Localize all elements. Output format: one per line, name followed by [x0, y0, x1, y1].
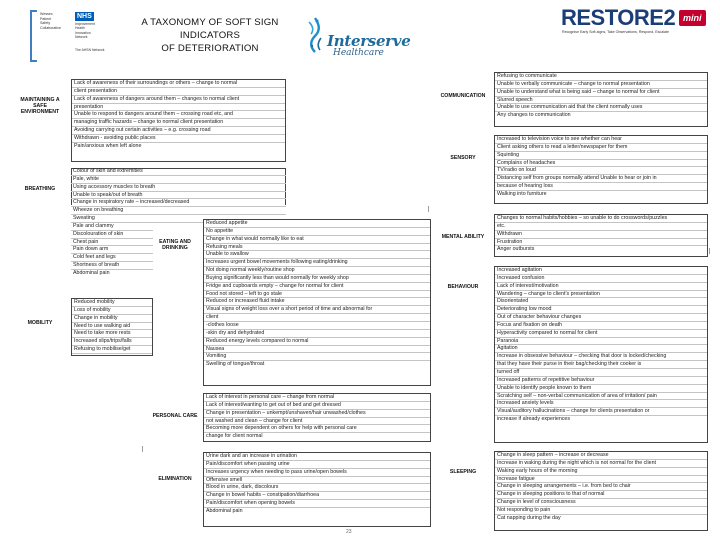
nhs-left-text: Wessex Patient Safety Collaborative	[40, 12, 61, 30]
indicator-box	[203, 219, 431, 386]
indicator-line: Change in bowel habits – constipation/diarrhoea	[204, 491, 430, 499]
fold-mark	[709, 248, 713, 254]
indicator-line: Unable to understand what is being said – change to normal for client	[495, 88, 707, 96]
indicator-box	[71, 79, 286, 162]
indicator-line: Reduced energy levels compared to normal	[204, 337, 430, 345]
indicator-line: Waking early hours of the morning	[495, 467, 707, 475]
indicator-line: Colour of skin and extremities	[73, 168, 143, 174]
indicator-line: Increased confusion	[495, 274, 707, 282]
indicator-line: Withdrawn	[495, 230, 707, 238]
indicator-line: increase if already experiences	[495, 415, 707, 423]
indicator-line: Reduced or increased fluid intake	[204, 297, 430, 305]
indicator-line: Scratching self – non-verbal communication of area of irritation/ pain	[495, 392, 707, 400]
indicator-line: Increased anxiety levels	[495, 399, 707, 407]
category-label: SLEEPING	[449, 469, 477, 475]
indicator-line: Fridge and cupboards empty – change for normal for client	[204, 282, 430, 290]
indicator-line: Wandering – change to client’s presentation	[495, 290, 707, 298]
indicator-line: Pale and clammy	[71, 222, 286, 230]
indicator-line: Nausea	[204, 345, 430, 353]
nhs-lower-text: The AHSN Network	[75, 48, 105, 52]
indicator-line: -clothes loose	[204, 321, 430, 329]
indicator-line: Pain/anxious when left alone	[72, 142, 285, 150]
indicator-line: Change in sleeping positions to that of normal	[495, 490, 707, 498]
indicator-line: that they have their purse in their bag/checking their cooker is	[495, 360, 707, 368]
indicator-line: Using accessory muscles to breath	[71, 183, 286, 191]
indicator-line: Offensive smell	[204, 476, 430, 484]
indicator-line: Unable to speak/out of breath	[71, 191, 286, 199]
indicator-line: Abdominal pain	[71, 269, 153, 277]
indicator-line: Cat napping during the day	[495, 514, 707, 522]
indicator-line: Not responding to pain	[495, 506, 707, 514]
restore2-tagline: Recognise Early Soft-signs, Take Observations, Respond, Escalate	[562, 30, 670, 34]
indicator-line: Squinting	[495, 151, 707, 159]
indicator-line: client	[204, 313, 430, 321]
indicator-line: Refusing meals	[204, 243, 430, 251]
indicator-line: Pale, white	[71, 175, 286, 183]
interserve-name: Interserve	[327, 32, 411, 50]
section-maintaining-safe-environment	[10, 79, 286, 163]
indicator-line: Agitation	[495, 344, 707, 352]
indicator-line: Urine dark and an increase in urination	[206, 453, 297, 459]
indicator-box	[494, 451, 708, 531]
indicator-line: Increases urgency when needing to pass urine/open bowels	[204, 468, 430, 476]
section-mental-ability	[432, 214, 708, 258]
section-sleeping	[432, 451, 708, 532]
indicator-line: -skin dry and dehydrated	[204, 329, 430, 337]
interserve-swirl-icon	[305, 16, 325, 54]
indicator-line: Lack of awareness of dangers around them – changes to normal client	[72, 95, 285, 103]
indicator-line: Change in sleep pattern – increase or decrease	[497, 452, 609, 458]
indicator-line: Change in presentation – unkempt/unshaven/hair unwashed/clothes	[204, 409, 430, 417]
section-communication	[432, 72, 708, 128]
category-label: BEHAVIOUR	[447, 284, 479, 290]
category-label: EATING AND DRINKING	[159, 239, 191, 252]
category-label: MAINTAINING A SAFE ENVIRONMENT	[20, 97, 60, 116]
indicator-line: presentation	[72, 103, 285, 111]
nhs-sub-text: Improvement Health Innovation Network	[75, 22, 95, 40]
indicator-line: because of hearing loss	[495, 182, 707, 190]
indicator-line: Change in what would normally like to eat	[204, 235, 430, 243]
indicator-box	[494, 135, 708, 204]
indicator-line: Wheeze on breathing	[71, 206, 286, 214]
indicator-line: Increases urgent bowel movements following eating/drinking	[204, 258, 430, 266]
indicator-line: Need to use walking aid	[72, 322, 152, 330]
indicator-line: Increased slips/trips/falls	[72, 337, 152, 345]
indicator-line: Sweating	[71, 214, 286, 222]
indicator-line: Refusing to communicate	[497, 73, 557, 79]
indicator-line: Withdrawn - avoiding public places	[72, 134, 285, 142]
fold-mark	[142, 446, 146, 452]
indicator-line: Lack of interest/motivation	[495, 282, 707, 290]
indicator-box	[494, 72, 708, 127]
indicator-line: Swelling of tongue/throat	[204, 360, 430, 368]
page-number: 23	[346, 529, 352, 535]
indicator-line: Change in respiratory rate – increased/decreased	[71, 198, 286, 206]
indicator-line: Lack of interest in personal care – change from normal	[206, 394, 335, 400]
indicator-line: managing traffic hazards – change to normal client presentation	[72, 118, 285, 126]
indicator-line: Unable to use communication aid that the client normally uses	[495, 103, 707, 111]
indicator-box	[203, 393, 431, 442]
indicator-line: Food not stored – left to go stale	[204, 290, 430, 298]
indicator-line: Lack of interest/wanting to get out of bed and get dressed	[204, 401, 430, 409]
indicator-line: Pain/discomfort when passing urine	[204, 460, 430, 468]
indicator-line: Reduced appetite	[206, 220, 248, 226]
indicator-line: Any changes to communication	[495, 111, 707, 119]
page-header	[0, 0, 720, 68]
indicator-line: Abdominal pain	[204, 507, 430, 515]
indicator-line: Pain down arm	[71, 245, 153, 253]
indicator-line: Lack of awareness of their surroundings or others – change to normal	[74, 80, 238, 86]
indicator-line: Slurred speech	[495, 96, 707, 104]
category-label: BREATHING	[24, 186, 56, 192]
indicator-line: Shortness of breath	[71, 261, 153, 269]
indicator-box	[71, 298, 153, 356]
category-label: MOBILITY	[27, 320, 53, 326]
section-sensory	[432, 135, 708, 205]
indicator-line: Distancing self from groups normally attend Unable to hear or join in	[495, 174, 707, 182]
indicator-line: Increased patterns of repetitive behaviour	[495, 376, 707, 384]
indicator-line: Unable to identify people known to them	[495, 384, 707, 392]
indicator-line: Client asking others to read a letter/newspaper for them	[495, 143, 707, 151]
indicator-line: Pain/discomfort when opening bowels	[204, 499, 430, 507]
indicator-line: Hyperactivity compared to normal for client	[495, 329, 707, 337]
indicator-line: Deteriorating low mood	[495, 305, 707, 313]
indicator-line: Visual signs of weight loss over a short period of time and abnormal for	[204, 305, 430, 313]
indicator-line: Discolouration of skin	[71, 230, 153, 238]
restore2-name: RESTORE2	[561, 5, 676, 30]
indicator-line: not washed and clean – change for client	[204, 417, 430, 425]
indicator-line: Vomiting	[204, 352, 430, 360]
indicator-line: etc.	[495, 222, 707, 230]
indicator-box	[494, 266, 708, 443]
indicator-line: Changes to normal habits/hobbies – so unable to do crosswords/puzzles	[497, 215, 668, 221]
indicator-line: Visual/auditory hallucinations – change for clients presentation or	[495, 407, 707, 415]
indicator-line: Out of character behaviour changes	[495, 313, 707, 321]
indicator-line	[72, 353, 152, 354]
indicator-line: Buying significantly less than would normally for weekly shop	[204, 274, 430, 282]
indicator-line: Anger outbursts	[495, 245, 707, 253]
indicator-line: Unable to swallow	[204, 250, 430, 258]
indicator-line: Need to take more rests	[72, 329, 152, 337]
category-label: PERSONAL CARE	[152, 413, 198, 419]
indicator-line: client presentation	[72, 87, 285, 95]
indicator-line: Focus and fixation on death	[495, 321, 707, 329]
bracket-mark	[30, 10, 37, 62]
indicator-box	[494, 214, 708, 257]
indicator-line: Reduced mobility	[74, 299, 115, 305]
indicator-line: Disorientated	[495, 297, 707, 305]
indicator-line: No appetite	[204, 227, 430, 235]
indicator-line: Unable to verbally communicate – change to normal presentation	[495, 80, 707, 88]
indicator-line: Not doing normal weekly/routine shop	[204, 266, 430, 274]
indicator-line: TV/radio on loud	[495, 166, 707, 174]
restore2-mini-badge: mini	[679, 10, 706, 26]
indicator-line: change for client normal	[204, 432, 430, 440]
indicator-line: Complains of headaches	[495, 159, 707, 167]
indicator-box	[203, 452, 431, 527]
section-mobility	[10, 298, 150, 358]
indicator-line: Walking into furniture	[495, 190, 707, 198]
indicator-line: Increase in waking during the night which is not normal for the client	[495, 459, 707, 467]
category-label: SENSORY	[450, 155, 476, 161]
indicator-line: Blood in urine, dark, discolours	[204, 483, 430, 491]
section-behaviour	[432, 266, 708, 444]
indicator-line: Increased agitation	[497, 267, 542, 273]
indicator-line: Increased to television voice to see whether can hear	[497, 136, 622, 142]
category-label: ELIMINATION	[158, 476, 192, 482]
category-label: MENTAL ABILITY	[441, 234, 485, 240]
section-eating-and-drinking	[146, 219, 431, 387]
section-personal-care	[146, 393, 431, 443]
indicator-line: Change in level of consciousness	[495, 498, 707, 506]
indicator-line: Avoiding carrying out certain activities – e.g. crossing road	[72, 126, 285, 134]
indicator-line: Increase in obsessive behaviour – checking that door is locked/checking	[495, 352, 707, 360]
nhs-badge: NHS	[77, 13, 92, 20]
section-elimination	[146, 452, 431, 528]
indicator-line: Unable to respond to dangers around them – crossing road etc, and	[72, 110, 285, 118]
page-title: A TAXONOMY OF SOFT SIGN INDICATORS OF DETERIORATION	[141, 17, 279, 54]
indicator-line: Chest pain	[71, 238, 153, 246]
nhs-partner-logo	[30, 10, 110, 62]
restore2-mini-logo	[561, 6, 713, 38]
interserve-sub: Healthcare	[333, 48, 384, 58]
indicator-line: Frustration	[495, 238, 707, 246]
indicator-line: Change in mobility	[72, 314, 152, 322]
indicator-line: Loss of mobility	[72, 306, 152, 314]
indicator-line: Cold feet and legs	[71, 253, 153, 261]
fold-mark	[428, 206, 432, 212]
indicator-line: Paranoia	[495, 337, 707, 345]
indicator-line: Increase fatigue	[495, 475, 707, 483]
indicator-line: Becoming more dependent on others for help with personal care	[204, 424, 430, 432]
indicator-line: Change in sleeping arrangements – i.e. from bed to chair	[495, 482, 707, 490]
indicator-line: turned off	[495, 368, 707, 376]
indicator-line: Refusing to mobilise/get	[72, 345, 152, 353]
category-label: COMMUNICATION	[440, 93, 486, 99]
interserve-logo	[303, 14, 413, 66]
